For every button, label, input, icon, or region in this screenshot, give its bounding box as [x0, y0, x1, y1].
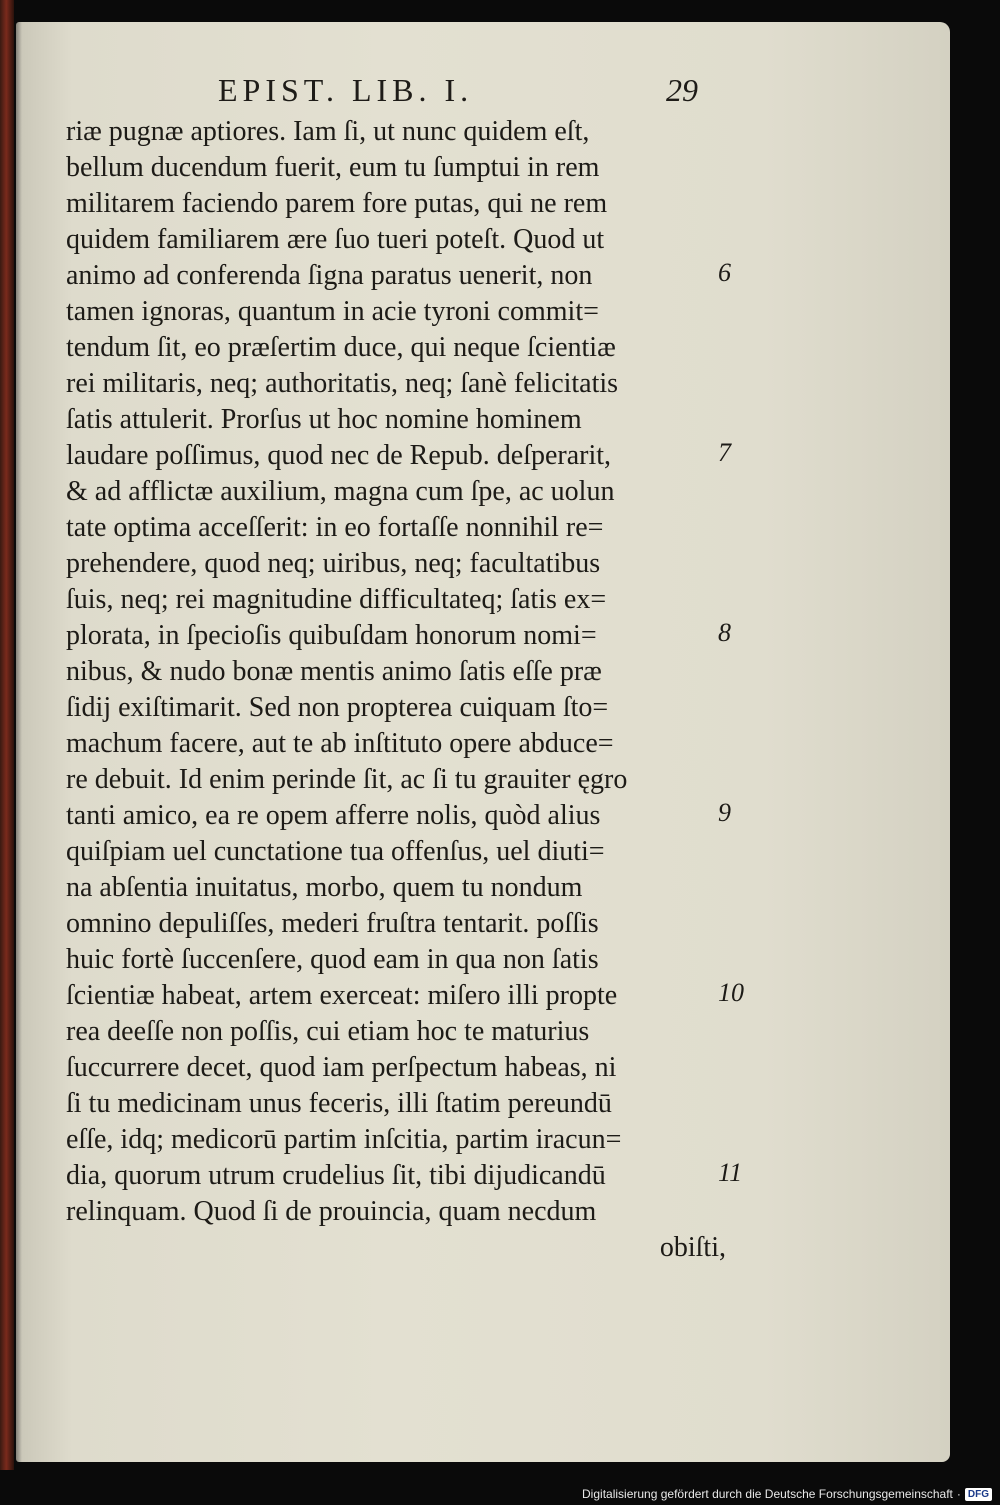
text-line: plorata, in ſpecioſis quibuſdam honorum nomi=	[66, 620, 597, 651]
text-line: bellum ducendum fuerit, eum tu ſumptui in rem	[66, 152, 600, 183]
text-line: re debuit. Id enim perinde ſit, ac ſi tu grauiter ęgro	[66, 764, 628, 795]
margin-note-number: 10	[718, 978, 744, 1007]
text-line: tamen ignoras, quantum in acie tyroni commit=	[66, 296, 599, 327]
text-line: eſſe, idq; medicorū partim inſcitia, partim iracun=	[66, 1124, 622, 1155]
text-line: ſuccurrere decet, quod iam perſpectum habeas, ni	[66, 1052, 617, 1083]
dfg-logo: DFG	[965, 1488, 992, 1501]
text-line: tanti amico, ea re opem afferre nolis, quòd alius	[66, 800, 601, 831]
text-line: machum facere, aut te ab inſtituto opere abduce=	[66, 728, 614, 759]
text-line: tendum ſit, eo præſertim duce, qui neque ſcientiæ	[66, 332, 616, 363]
text-line: laudare poſſimus, quod nec de Repub. deſperarit,	[66, 440, 612, 471]
page-header	[0, 72, 1000, 112]
body-text	[66, 114, 726, 1266]
text-line: ſidij exiſtimarit. Sed non propterea cuiquam ſto=	[66, 692, 609, 723]
text-line: prehendere, quod neq; uiribus, neq; facultatibus	[66, 548, 601, 579]
text-line: quiſpiam uel cunctatione tua offenſus, uel diuti=	[66, 836, 605, 867]
text-line: tate optima acceſſerit: in eo fortaſſe nonnihil re=	[66, 512, 604, 543]
text-line: ſatis attulerit. Prorſus ut hoc nomine hominem	[66, 404, 582, 435]
text-line: huic fortè ſuccenſere, quod eam in qua non ſatis	[66, 944, 599, 975]
text-line: nibus, & nudo bonæ mentis animo ſatis eſſe præ	[66, 656, 602, 687]
catchword: obiſti,	[659, 1232, 726, 1263]
margin-note-number: 6	[718, 258, 731, 287]
page-number: 29	[666, 72, 698, 108]
margin-note-number: 8	[718, 618, 731, 647]
footer-credit-bar	[582, 1483, 992, 1505]
text-line: rei militaris, neq; authoritatis, neq; ſanè felicitatis	[66, 368, 619, 399]
running-head: EPIST. LIB. I.	[218, 72, 474, 108]
text-line: & ad afflictæ auxilium, magna cum ſpe, ac uolun	[66, 476, 615, 507]
margin-note-number: 7	[718, 438, 731, 467]
text-line: animo ad conferenda ſigna paratus uenerit, non	[66, 260, 593, 291]
text-line: ſuis, neq; rei magnitudine difficultateq; ſatis ex=	[66, 584, 607, 615]
text-line: militarem faciendo parem fore putas, qui ne rem	[66, 188, 608, 219]
margin-note-number: 11	[718, 1158, 743, 1187]
book-spine-edge	[0, 0, 14, 1470]
margin-note-number: 9	[718, 798, 731, 827]
text-line: riæ pugnæ aptiores. Iam ſi, ut nunc quidem eſt,	[66, 116, 590, 147]
text-line: na abſentia inuitatus, morbo, quem tu nondum	[66, 872, 583, 903]
text-line: rea deeſſe non poſſis, cui etiam hoc te maturius	[66, 1016, 590, 1047]
credit-separator: ·	[956, 1487, 961, 1501]
text-line: ſi tu medicinam unus feceris, illi ſtatim pereundū	[66, 1088, 612, 1119]
page-gutter-shadow	[16, 22, 22, 1462]
funding-credit: Digitalisierung gefördert durch die Deutsche Forschungsgemeinschaft	[582, 1487, 953, 1501]
text-line: dia, quorum utrum crudelius ſit, tibi dijudicandū	[66, 1160, 606, 1191]
text-line: relinquam. Quod ſi de prouincia, quam necdum	[66, 1196, 597, 1227]
text-line: omnino depuliſſes, mederi fruſtra tentarit. poſſis	[66, 908, 599, 939]
text-line: quidem familiarem ære ſuo tueri poteſt. Quod ut	[66, 224, 605, 255]
text-line: ſcientiæ habeat, artem exerceat: miſero illi propte	[66, 980, 618, 1011]
